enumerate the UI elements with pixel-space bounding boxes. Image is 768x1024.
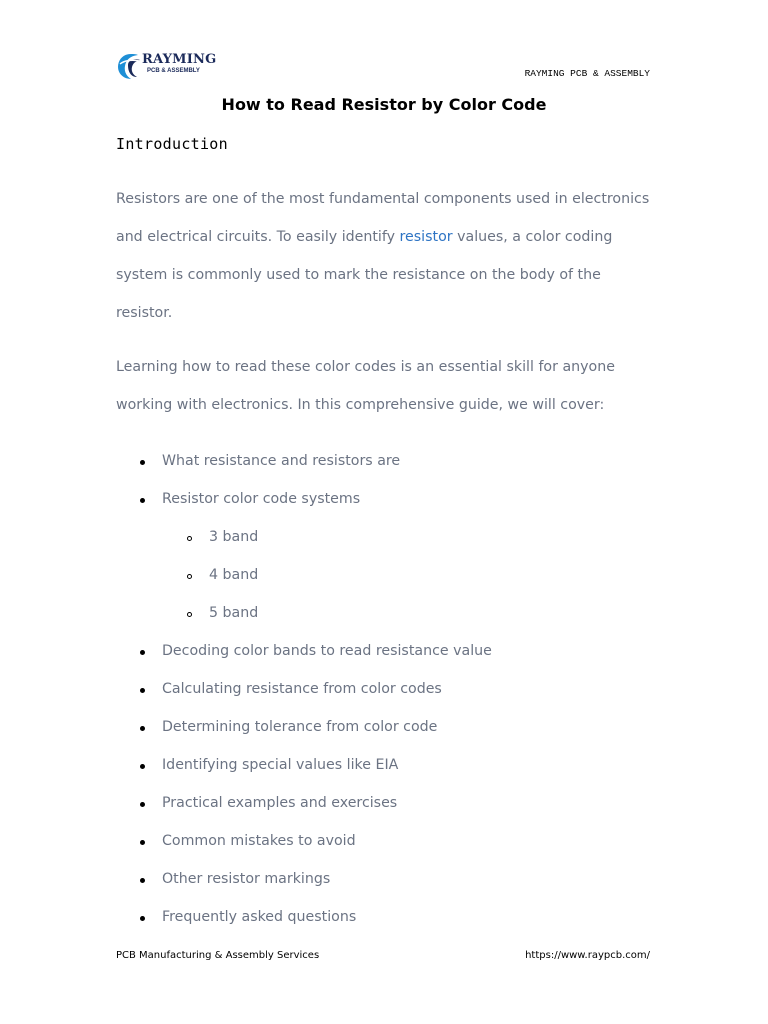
- list-item: [116, 898, 656, 936]
- list-item: [116, 746, 656, 784]
- logo-subtitle: PCB & ASSEMBLY: [147, 68, 200, 74]
- intro-paragraph-2: Learning how to read these color codes is an essential skill for anyone working with electronics. In this comprehensive guide, we will cover:: [116, 359, 615, 413]
- intro-paragraph-1-text-after: values, a color coding system is commonly used to mark the resistance on the body of the resistor.: [116, 229, 613, 321]
- bullet-icon: [140, 840, 145, 845]
- list-item-text: Calculating resistance from color codes: [162, 681, 442, 697]
- list-item: [116, 784, 656, 822]
- header-company-name: RAYMING PCB & ASSEMBLY: [524, 68, 650, 79]
- logo-wordmark: RAYMING: [142, 52, 217, 67]
- page-title: How to Read Resistor by Color Code: [221, 95, 547, 114]
- bullet-icon: [140, 878, 145, 883]
- list-item: [116, 632, 656, 670]
- bullet-icon: [140, 764, 145, 769]
- sub-list-item: [116, 556, 656, 594]
- bullet-icon: [140, 498, 145, 503]
- footer-services: PCB Manufacturing & Assembly Services: [116, 950, 320, 961]
- topic-list: [116, 442, 656, 936]
- hollow-bullet-icon: [187, 536, 192, 541]
- list-item-text: Other resistor markings: [162, 871, 331, 887]
- bullet-icon: [140, 802, 145, 807]
- bullet-icon: [140, 460, 145, 465]
- list-item: [116, 442, 656, 480]
- list-item-text: 3 band: [209, 529, 259, 545]
- list-item-text: Decoding color bands to read resistance value: [162, 643, 492, 659]
- hollow-bullet-icon: [187, 574, 192, 579]
- list-item-text: Practical examples and exercises: [162, 795, 398, 811]
- list-item: [116, 860, 656, 898]
- bullet-icon: [140, 916, 145, 921]
- section-heading-introduction: Introduction: [116, 135, 228, 153]
- footer-url: https://www.raypcb.com/: [525, 950, 650, 961]
- list-item-text: 4 band: [209, 567, 259, 583]
- resistor-link[interactable]: resistor: [399, 229, 453, 245]
- sub-list-item: [116, 518, 656, 556]
- list-item-text: 5 band: [209, 605, 259, 621]
- sub-list-item: [116, 594, 656, 632]
- list-item-text: Determining tolerance from color code: [162, 719, 438, 735]
- rayming-logo: [116, 50, 216, 82]
- list-item: [116, 480, 656, 518]
- list-item: [116, 670, 656, 708]
- intro-paragraph-1-text-before: Resistors are one of the most fundamental components used in electronics and electrical circuits. To easily identify: [116, 191, 650, 245]
- hollow-bullet-icon: [187, 612, 192, 617]
- list-item: [116, 708, 656, 746]
- bullet-icon: [140, 688, 145, 693]
- list-item-text: Resistor color code systems: [162, 491, 361, 507]
- list-item-text: Frequently asked questions: [162, 909, 357, 925]
- list-item-text: Common mistakes to avoid: [162, 833, 356, 849]
- list-item: [116, 822, 656, 860]
- bullet-icon: [140, 726, 145, 731]
- intro-paragraph-1: [116, 180, 656, 332]
- list-item-text: What resistance and resistors are: [162, 453, 401, 469]
- list-item-text: Identifying special values like EIA: [162, 757, 399, 773]
- bullet-icon: [140, 650, 145, 655]
